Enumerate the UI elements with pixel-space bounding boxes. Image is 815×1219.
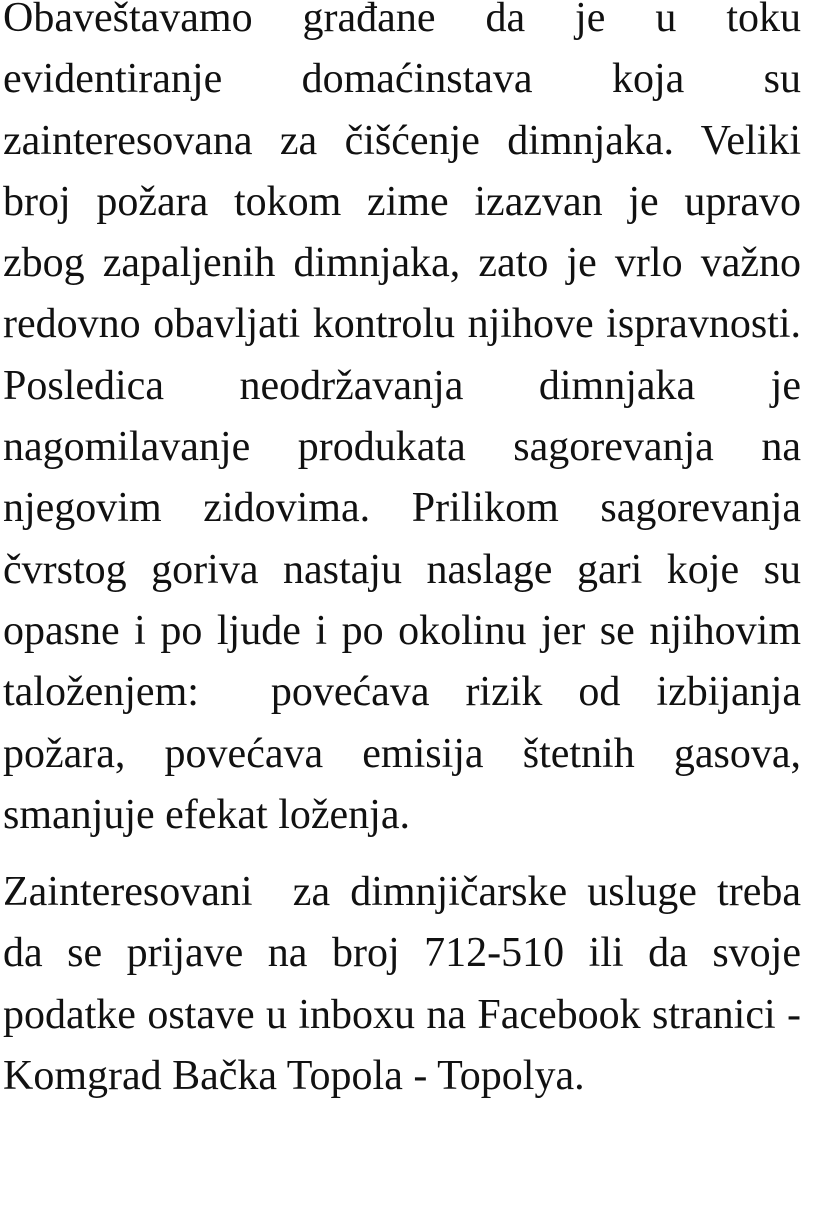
paragraph-announcement: Obaveštavamo građane da je u toku evidentiranje domaćinstava koja su zainteresovana za čišćenje dimnjaka. Veliki broj požara tokom zime izazvan je upravo zbog zapaljenih dimnjaka, zato je vrlo važno redovno obavljati kontrolu njihove ispravnosti. Posledica neodržavanja dimnjaka je nagomilavanje produkata sagorevanja na njegovim zidovima. Prilikom sagorevanja čvrstog goriva nastaju naslage gari koje su opasne i po ljude i po okolinu jer se njihovim taloženjem: povećava rizik od izbijanja požara, povećava emisija štetnih gasova, smanjuje efekat loženja. (3, 0, 812, 838)
document-body (3, 0, 812, 1107)
paragraph-contact-info: Zainteresovani za dimnjičarske usluge treba da se prijave na broj 712-510 ili da svoje podatke ostave u inboxu na Facebook stranici - Komgrad Bačka Topola - Topolya. (3, 869, 812, 1100)
